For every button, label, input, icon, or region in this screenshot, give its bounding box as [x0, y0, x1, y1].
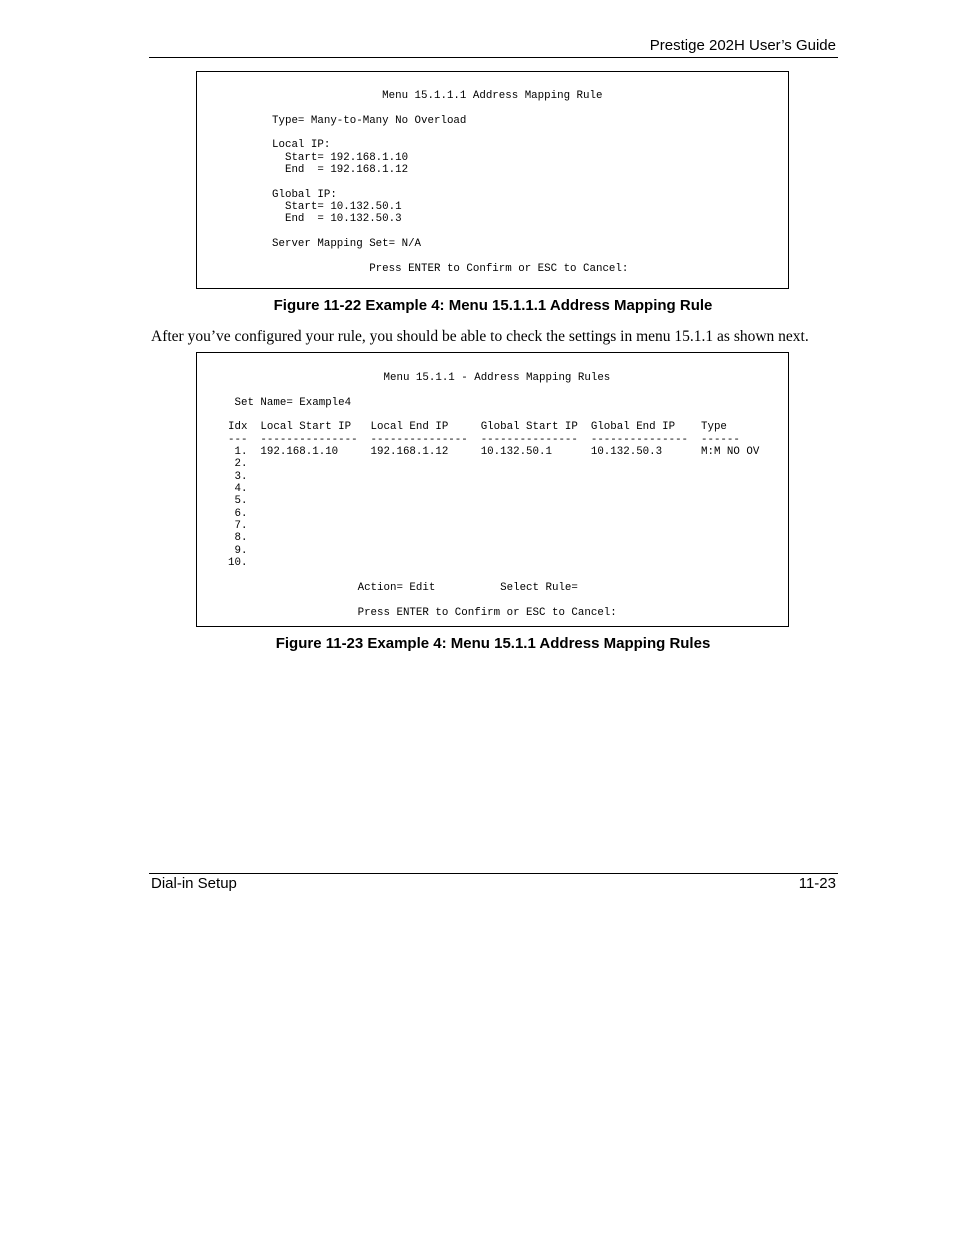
header-title: Prestige 202H User’s Guide	[649, 37, 836, 54]
terminal-line: End = 10.132.50.3	[272, 213, 402, 226]
terminal-line: End = 192.168.1.12	[272, 164, 409, 177]
terminal-line: Press ENTER to Confirm or ESC to Cancel:	[228, 606, 617, 619]
terminal-line: Local IP:	[272, 139, 331, 152]
terminal-line	[228, 409, 759, 421]
terminal-line: 2.	[228, 458, 248, 471]
terminal-line	[228, 384, 759, 396]
figure-caption: Figure 11-22 Example 4: Menu 15.1.1.1 Address Mapping Rule	[273, 297, 713, 314]
terminal-line: Idx Local Start IP Local End IP Global Start IP Global End IP Type	[228, 421, 727, 434]
terminal-line	[272, 250, 628, 262]
figure-caption: Figure 11-23 Example 4: Menu 15.1.1 Address Mapping Rules	[275, 635, 711, 652]
footer-rule	[149, 873, 838, 874]
terminal-line	[272, 102, 628, 114]
terminal-line: Menu 15.1.1 - Address Mapping Rules	[228, 372, 611, 384]
footer-section: Dial-in Setup	[151, 875, 237, 892]
terminal-line: Start= 192.168.1.10	[272, 151, 409, 164]
terminal-line: 5.	[228, 495, 248, 508]
terminal-line	[272, 226, 628, 238]
terminal-line: Start= 10.132.50.1	[272, 201, 402, 214]
terminal-line: 4.	[228, 483, 248, 496]
terminal-screen-menu-15-1-1	[196, 352, 789, 627]
terminal-line: Set Name= Example4	[228, 396, 352, 409]
terminal-line: Action= Edit Select Rule=	[228, 581, 578, 594]
terminal-line: Global IP:	[272, 188, 337, 201]
terminal-text	[228, 372, 759, 619]
terminal-line: 6.	[228, 507, 248, 520]
terminal-line: 8.	[228, 532, 248, 545]
footer-page-number: 11-23	[798, 875, 836, 892]
terminal-line: 3.	[228, 470, 248, 483]
terminal-line: 9.	[228, 544, 248, 557]
terminal-line	[228, 594, 759, 606]
terminal-line: --- --------------- --------------- --------------- --------------- ------	[228, 433, 740, 446]
terminal-screen-menu-15-1-1-1	[196, 71, 789, 289]
terminal-line	[272, 176, 628, 188]
terminal-line: Menu 15.1.1.1 Address Mapping Rule	[272, 90, 603, 102]
body-paragraph: After you’ve configured your rule, you should be able to check the settings in menu 15.1.1 as shown next.	[151, 328, 809, 345]
terminal-line: Server Mapping Set= N/A	[272, 238, 422, 251]
terminal-text	[272, 90, 628, 275]
terminal-line: 10.	[228, 557, 248, 570]
terminal-line: 1. 192.168.1.10 192.168.1.12 10.132.50.1 10.132.50.3 M:M NO OV	[228, 446, 760, 459]
terminal-line	[228, 570, 759, 582]
terminal-line: 7.	[228, 520, 248, 533]
header-rule	[149, 57, 838, 58]
terminal-line: Type= Many-to-Many No Overload	[272, 114, 467, 127]
terminal-line: Press ENTER to Confirm or ESC to Cancel:	[272, 262, 629, 275]
terminal-line	[272, 127, 628, 139]
